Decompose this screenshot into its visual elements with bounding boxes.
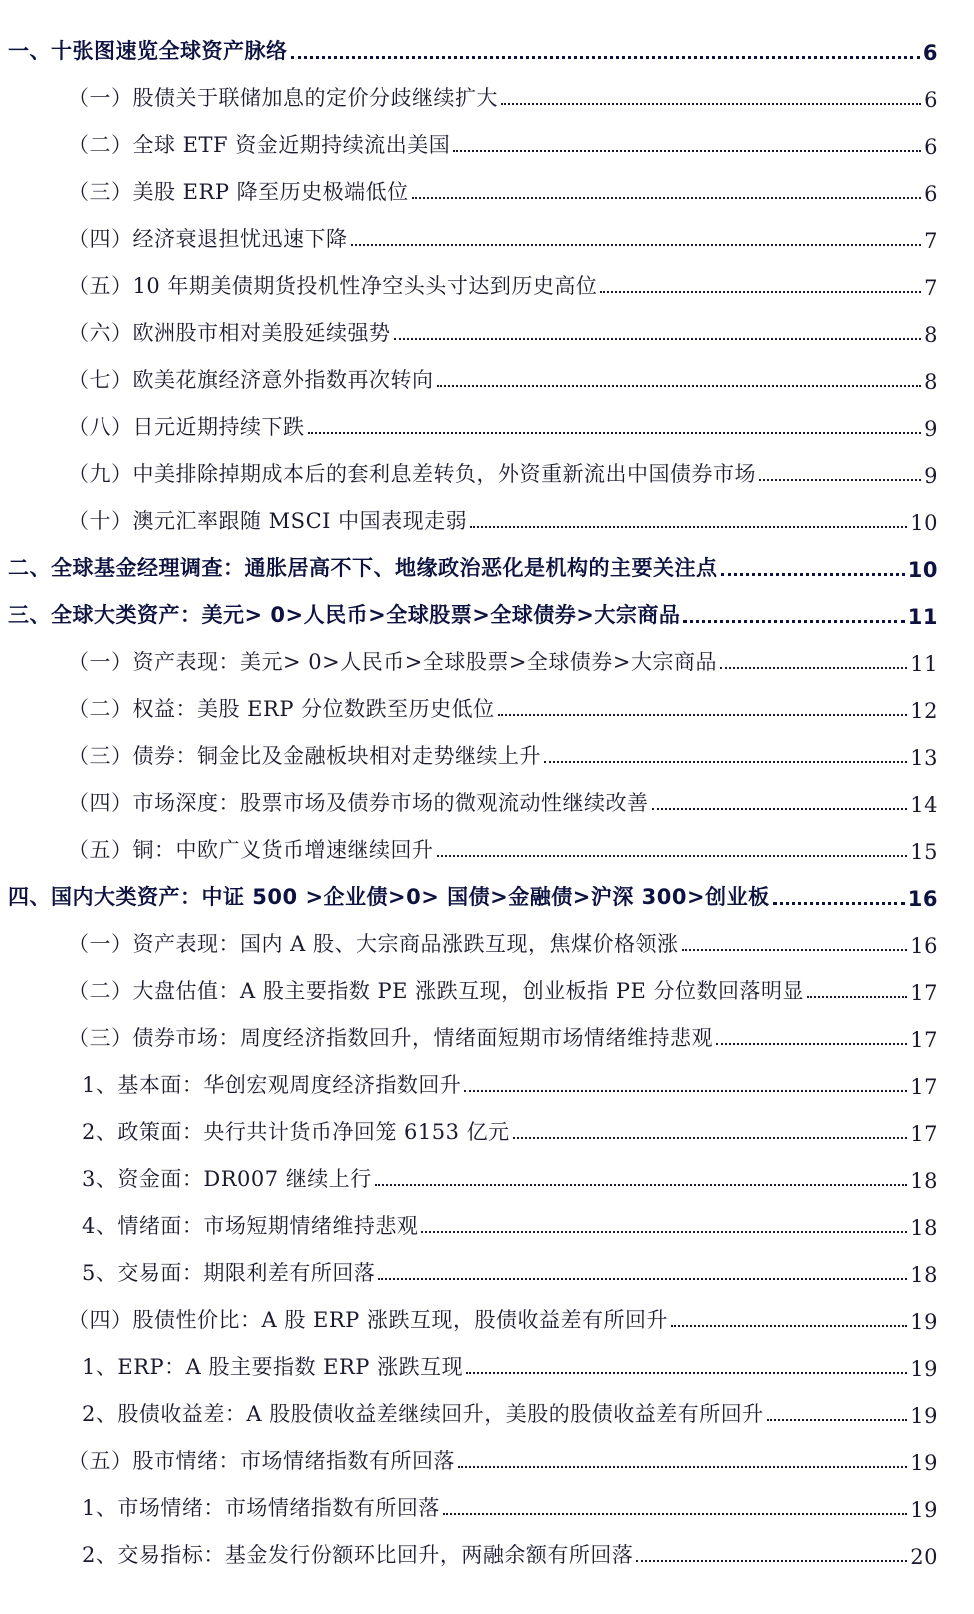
- toc-entry-level-2[interactable]: [0, 1428, 974, 1475]
- toc-entry-page-number: 7: [924, 276, 938, 300]
- dot-leader: [759, 479, 921, 481]
- toc-entry-title: 三、全球大类资产：美元> 0>人民币>全球股票>全球债券>大宗商品: [8, 603, 681, 627]
- dot-leader: [443, 1513, 907, 1515]
- toc-entry-title: （十）澳元汇率跟随 MSCI 中国表现走弱: [68, 509, 468, 533]
- toc-entry-level-2[interactable]: [0, 1287, 974, 1334]
- toc-entry-level-2[interactable]: [0, 488, 974, 535]
- dot-leader: [773, 902, 905, 905]
- toc-entry-title: （二）全球 ETF 资金近期持续流出美国: [68, 133, 451, 157]
- toc-entry-page-number: 7: [924, 229, 938, 253]
- toc-entry-page-number: 12: [910, 699, 938, 723]
- toc-entry-page-number: 18: [910, 1216, 938, 1240]
- toc-entry-title: （五）铜：中欧广义货币增速继续回升: [68, 838, 434, 862]
- dot-leader: [721, 573, 905, 576]
- toc-entry-level-3[interactable]: [0, 1099, 974, 1146]
- toc-entry-page-number: 18: [910, 1263, 938, 1287]
- toc-entry-level-2[interactable]: [0, 770, 974, 817]
- dot-leader: [421, 1231, 907, 1233]
- toc-entry-level-2[interactable]: [0, 300, 974, 347]
- dot-leader: [308, 432, 922, 434]
- toc-entry-title: （九）中美排除掉期成本后的套利息差转负，外资重新流出中国债券市场: [68, 462, 756, 486]
- toc-entry-title: （一）资产表现：美元> 0>人民币>全球股票>全球债券>大宗商品: [68, 650, 718, 674]
- toc-entry-level-2[interactable]: [0, 347, 974, 394]
- toc-entry-page-number: 17: [910, 1028, 938, 1052]
- toc-entry-level-2[interactable]: [0, 1005, 974, 1052]
- toc-entry-level-3[interactable]: [0, 1146, 974, 1193]
- dot-leader: [437, 855, 908, 857]
- dot-leader: [683, 620, 904, 623]
- toc-entry-title: 3、资金面：DR007 继续上行: [82, 1167, 372, 1191]
- toc-entry-title: （四）股债性价比：A 股 ERP 涨跌互现，股债收益差有所回升: [68, 1308, 668, 1332]
- toc-entry-title: （五）10 年期美债期货投机性净空头头寸达到历史高位: [68, 274, 598, 298]
- toc-entry-title: （三）债券：铜金比及金融板块相对走势继续上升: [68, 744, 541, 768]
- toc-entry-level-2[interactable]: [0, 394, 974, 441]
- toc-entry-level-2[interactable]: [0, 159, 974, 206]
- dot-leader: [458, 1466, 907, 1468]
- toc-entry-page-number: 11: [907, 605, 938, 629]
- toc-entry-level-3[interactable]: [0, 1334, 974, 1381]
- toc-entry-page-number: 14: [910, 793, 938, 817]
- toc-entry-page-number: 6: [924, 88, 938, 112]
- toc-entry-level-2[interactable]: [0, 676, 974, 723]
- toc-entry-title: 2、政策面：央行共计货币净回笼 6153 亿元: [82, 1120, 510, 1144]
- toc-entry-page-number: 18: [910, 1169, 938, 1193]
- toc-entry-title: （三）美股 ERP 降至历史极端低位: [68, 180, 409, 204]
- toc-entry-page-number: 9: [924, 464, 938, 488]
- toc-entry-page-number: 17: [910, 981, 938, 1005]
- toc-entry-page-number: 10: [907, 558, 938, 582]
- toc-entry-page-number: 20: [910, 1545, 938, 1569]
- toc-entry-title: （五）股市情绪：市场情绪指数有所回落: [68, 1449, 455, 1473]
- toc-entry-page-number: 6: [922, 41, 938, 65]
- dot-leader: [671, 1325, 907, 1327]
- toc-entry-level-1[interactable]: [0, 535, 974, 582]
- toc-entry-level-3[interactable]: [0, 1522, 974, 1569]
- toc-entry-level-2[interactable]: [0, 723, 974, 770]
- toc-entry-page-number: 17: [910, 1075, 938, 1099]
- toc-entry-page-number: 19: [910, 1451, 938, 1475]
- toc-entry-level-1[interactable]: [0, 582, 974, 629]
- toc-entry-page-number: 10: [910, 511, 938, 535]
- dot-leader: [498, 714, 908, 716]
- dot-leader: [652, 808, 908, 810]
- dot-leader: [437, 385, 922, 387]
- toc-entry-page-number: 6: [924, 135, 938, 159]
- dot-leader: [291, 56, 920, 59]
- toc-entry-page-number: 17: [910, 1122, 938, 1146]
- toc-entry-level-2[interactable]: [0, 441, 974, 488]
- toc-entry-level-2[interactable]: [0, 911, 974, 958]
- toc-entry-level-2[interactable]: [0, 65, 974, 112]
- toc-entry-title: （七）欧美花旗经济意外指数再次转向: [68, 368, 434, 392]
- dot-leader: [375, 1184, 907, 1186]
- toc-entry-level-2[interactable]: [0, 253, 974, 300]
- toc-entry-title: 2、交易指标：基金发行份额环比回升，两融余额有所回落: [82, 1543, 634, 1567]
- toc-entry-level-1[interactable]: [0, 18, 974, 65]
- toc-entry-title: 一、十张图速览全球资产脉络: [8, 39, 288, 63]
- toc-entry-page-number: 19: [910, 1498, 938, 1522]
- toc-entry-page-number: 8: [924, 370, 938, 394]
- dot-leader: [807, 996, 907, 998]
- dot-leader: [767, 1419, 908, 1421]
- toc-entry-title: 二、全球基金经理调查：通胀居高不下、地缘政治恶化是机构的主要关注点: [8, 556, 718, 580]
- dot-leader: [466, 1372, 907, 1374]
- dot-leader: [682, 949, 908, 951]
- dot-leader: [412, 197, 922, 199]
- toc-entry-page-number: 15: [910, 840, 938, 864]
- dot-leader: [394, 338, 922, 340]
- toc-entry-page-number: 16: [907, 887, 938, 911]
- toc-entry-title: （二）权益：美股 ERP 分位数跌至历史低位: [68, 697, 495, 721]
- toc-entry-title: （三）债券市场：周度经济指数回升，情绪面短期市场情绪维持悲观: [68, 1026, 713, 1050]
- dot-leader: [378, 1278, 907, 1280]
- toc-entry-title: 1、ERP：A 股主要指数 ERP 涨跌互现: [82, 1355, 464, 1379]
- toc-entry-level-2[interactable]: [0, 817, 974, 864]
- toc-entry-level-1[interactable]: [0, 864, 974, 911]
- dot-leader: [351, 244, 922, 246]
- toc-entry-page-number: 19: [910, 1310, 938, 1334]
- toc-entry-level-3[interactable]: [0, 1193, 974, 1240]
- dot-leader: [470, 526, 907, 528]
- dot-leader: [600, 291, 921, 293]
- toc-entry-level-2[interactable]: [0, 206, 974, 253]
- toc-entry-title: （二）大盘估值：A 股主要指数 PE 涨跌互现，创业板指 PE 分位数回落明显: [68, 979, 804, 1003]
- toc-entry-title: （一）股债关于联储加息的定价分歧继续扩大: [68, 86, 498, 110]
- toc-entry-level-2[interactable]: [0, 958, 974, 1005]
- toc-entry-page-number: 13: [910, 746, 938, 770]
- toc-entry-title: 5、交易面：期限利差有所回落: [82, 1261, 376, 1285]
- toc-entry-title: （一）资产表现：国内 A 股、大宗商品涨跌互现，焦煤价格领涨: [68, 932, 679, 956]
- toc-entry-level-3[interactable]: [0, 1052, 974, 1099]
- toc-entry-level-3[interactable]: [0, 1240, 974, 1287]
- dot-leader: [464, 1090, 907, 1092]
- toc-entry-page-number: 8: [924, 323, 938, 347]
- toc-entry-title: （四）市场深度：股票市场及债券市场的微观流动性继续改善: [68, 791, 649, 815]
- toc-entry-title: 1、市场情绪：市场情绪指数有所回落: [82, 1496, 440, 1520]
- dot-leader: [513, 1137, 908, 1139]
- toc-entry-title: （八）日元近期持续下跌: [68, 415, 305, 439]
- toc-entry-level-2[interactable]: [0, 629, 974, 676]
- toc-entry-title: 2、股债收益差：A 股股债收益差继续回升，美股的股债收益差有所回升: [82, 1402, 764, 1426]
- toc-entry-level-2[interactable]: [0, 112, 974, 159]
- toc-entry-page-number: 19: [910, 1357, 938, 1381]
- toc-entry-page-number: 9: [924, 417, 938, 441]
- toc-entry-level-3[interactable]: [0, 1381, 974, 1428]
- toc-entry-level-3[interactable]: [0, 1475, 974, 1522]
- toc-entry-title: 1、基本面：华创宏观周度经济指数回升: [82, 1073, 462, 1097]
- dot-leader: [720, 667, 907, 669]
- dot-leader: [544, 761, 907, 763]
- dot-leader: [453, 150, 921, 152]
- toc-entry-page-number: 6: [924, 182, 938, 206]
- toc-entry-title: 4、情绪面：市场短期情绪维持悲观: [82, 1214, 419, 1238]
- dot-leader: [716, 1043, 907, 1045]
- toc-entry-title: 四、国内大类资产：中证 500 >企业债>0> 国债>金融债>沪深 300>创业板: [8, 885, 770, 909]
- toc-entry-title: （四）经济衰退担忧迅速下降: [68, 227, 348, 251]
- dot-leader: [636, 1560, 907, 1562]
- table-of-contents: [0, 18, 974, 1569]
- dot-leader: [501, 103, 921, 105]
- toc-entry-title: （六）欧洲股市相对美股延续强势: [68, 321, 391, 345]
- toc-entry-page-number: 11: [910, 652, 938, 676]
- toc-entry-page-number: 19: [910, 1404, 938, 1428]
- toc-entry-page-number: 16: [910, 934, 938, 958]
